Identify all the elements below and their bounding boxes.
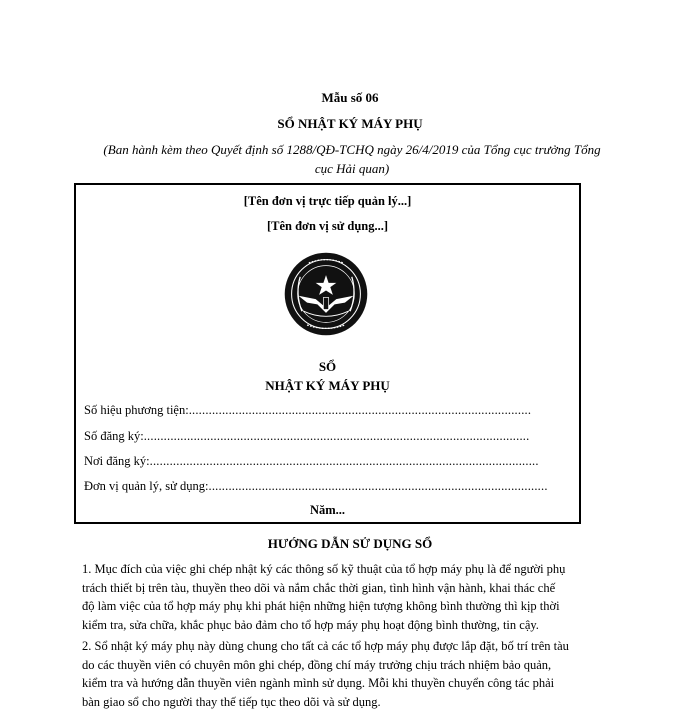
paragraph-line: bàn giao sổ cho người thay thế tiếp tục theo dõi và sử dụng.	[82, 693, 627, 711]
paragraph-line: kiểm tra, sửa chữa, khắc phục bảo đảm cho tổ hợp máy phụ hoạt động bình thường, tin cậy.	[82, 616, 627, 635]
cover-title-line-1: SỔ	[76, 359, 579, 375]
field-label: Số đăng ký:	[84, 429, 144, 444]
document-title: SỔ NHẬT KÝ MÁY PHỤ	[0, 116, 700, 132]
guide-paragraph-2	[82, 637, 627, 711]
paragraph-line: 1. Mục đích của việc ghi chép nhật ký các thông số kỹ thuật của tổ hợp máy phụ là để người phụ	[82, 560, 627, 579]
form-number: Mẫu số 06	[0, 90, 700, 106]
issued-note-line-2: cục Hải quan)	[82, 159, 622, 178]
paragraph-line: 2. Sổ nhật ký máy phụ này dùng chung cho tất cả các tổ hợp máy phụ được lắp đặt, bố trí trên tàu	[82, 637, 627, 656]
issued-note	[82, 140, 622, 178]
direct-management-unit: [Tên đơn vị trực tiếp quản lý...]	[76, 194, 579, 209]
field-vehicle-number	[84, 403, 531, 418]
field-registration-number	[84, 429, 529, 444]
field-dots: .....................................................................................................................	[150, 454, 539, 469]
field-label: Đơn vị quản lý, sử dụng:	[84, 479, 209, 494]
paragraph-line: kiểm tra và hướng dẫn thuyền viên ngành mình sử dụng. Mỗi khi thuyền chuyển công tác phải	[82, 674, 627, 693]
cover-year: Năm...	[76, 503, 579, 518]
cover-title-line-2: NHẬT KÝ MÁY PHỤ	[76, 378, 579, 394]
cover-box	[74, 183, 581, 524]
guide-heading: HƯỚNG DẪN SỬ DỤNG SỔ	[0, 536, 700, 552]
paragraph-line: độ làm việc của tổ hợp máy phụ khi phát hiện những hiện tượng không bình thường thì kịp thời	[82, 597, 627, 616]
field-label: Nơi đăng ký:	[84, 454, 150, 469]
field-managing-unit	[84, 479, 548, 494]
field-dots: ....................................................................................................................	[144, 429, 530, 444]
paragraph-line: trách thiết bị trên tàu, thuyền theo dõi và nắm chắc thời gian, tình hình vận hành, khai thác chế	[82, 579, 627, 598]
field-registration-place	[84, 454, 539, 469]
customs-emblem-icon	[283, 251, 369, 337]
user-unit: [Tên đơn vị sử dụng...]	[76, 219, 579, 234]
guide-paragraph-1	[82, 560, 627, 634]
field-dots: .......................................................................................................	[189, 403, 531, 418]
paragraph-line: do các thuyền viên có chuyên môn ghi chép, đồng chí máy trưởng chịu trách nhiệm bảo quản,	[82, 656, 627, 675]
issued-note-line-1: (Ban hành kèm theo Quyết định số 1288/QĐ-TCHQ ngày 26/4/2019 của Tổng cục trưởng Tổng	[82, 140, 622, 159]
field-label: Số hiệu phương tiện:	[84, 403, 189, 418]
field-dots: ......................................................................................................	[209, 479, 548, 494]
